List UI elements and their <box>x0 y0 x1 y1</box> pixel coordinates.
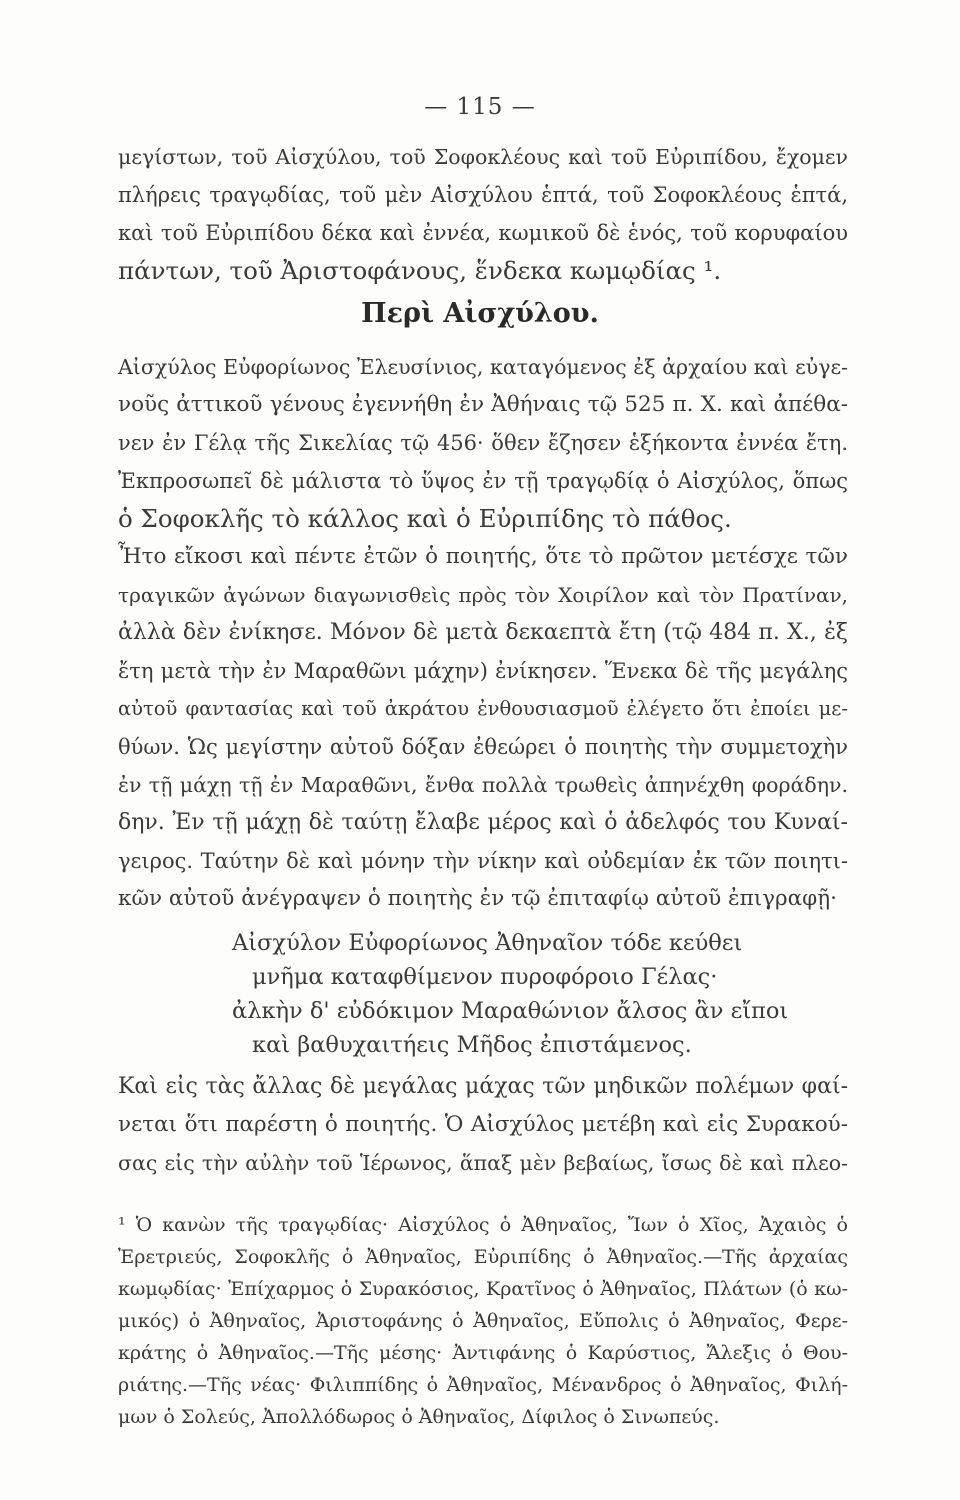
body-line: ὁ Σοφοκλῆς τὸ κάλλος καὶ ὁ Εὐριπίδης τὸ πάθος. <box>118 504 732 533</box>
closing-line: Καὶ εἰς τὰς ἄλλας δὲ μεγάλας μάχας τῶν μηδικῶν πολέμων φαί- <box>118 1074 848 1099</box>
body-line: τραγικῶν ἀγώνων διαγωνισθεὶς πρὸς τὸν Χοιρίλον καὶ τὸν Πρατίναν, <box>118 583 848 607</box>
section-heading: Περὶ Αἰσχύλου. <box>361 298 599 329</box>
body-line: ἔτη μετὰ τὴν ἐν Μαραθῶνι μάχην) ἐνίκησεν. Ἕνεκα δὲ τῆς μεγάλης <box>118 659 848 683</box>
intro-line: πλήρεις τραγῳδίας, τοῦ μὲν Αἰσχύλου ἑπτά, τοῦ Σοφοκλέους ἑπτά, <box>118 183 848 207</box>
closing-line: σας εἰς τὴν αὐλὴν τοῦ Ἱέρωνος, ἅπαξ μὲν βεβαίως, ἴσως δὲ καὶ πλεο- <box>118 1151 848 1175</box>
epitaph-verse: μνῆμα καταφθίμενον πυροφόροιο Γέλας· <box>252 964 718 990</box>
body-line: ἐν τῇ μάχῃ τῇ ἐν Μαραθῶνι, ἔνθα πολλὰ τρωθεὶς ἀπηνέχθη φοράδην. <box>118 773 848 797</box>
epitaph-verse: καὶ βαθυχαιτήεις Μῆδος ἐπιστάμενος. <box>252 1032 692 1058</box>
intro-line: καὶ τοῦ Εὐριπίδου δέκα καὶ ἐννέα, κωμικοῦ δὲ ἑνός, τοῦ κορυφαίου <box>118 221 848 245</box>
footnote-line: κράτης ὁ Ἀθηναῖος.—Τῆς μέσης· Ἀντιφάνης ὁ Καρύστιος, Ἄλεξις ὁ Θου- <box>118 1342 848 1364</box>
body-line: νεν ἐν Γέλᾳ τῆς Σικελίας τῷ 456· ὅθεν ἔζησεν ἑξήκοντα ἐννέα ἔτη. <box>118 431 848 455</box>
footnote-line: ριάτης.—Τῆς νέας· Φιλιππίδης ὁ Ἀθηναῖος, Μένανδρος ὁ Ἀθηναῖος, Φιλή- <box>118 1374 848 1396</box>
body-line: θύων. Ὡς μεγίστην αὐτοῦ δόξαν ἐθεώρει ὁ ποιητὴς τὴν συμμετοχὴν <box>118 735 848 759</box>
page-number: — 115 — <box>424 94 536 120</box>
closing-line: νεται ὅτι παρέστη ὁ ποιητής. Ὁ Αἰσχύλος μετέβη καὶ εἰς Συρακού- <box>118 1112 848 1137</box>
body-line: γειρος. Ταύτην δὲ καὶ μόνην τὴν νίκην καὶ οὐδεμίαν ἐκ τῶν ποιητι- <box>118 849 848 873</box>
body-line: νοῦς ἀττικοῦ γένους ἐγεννήθη ἐν Ἀθήναις τῷ 525 π. Χ. καὶ ἀπέθα- <box>118 392 848 417</box>
footnote-line: Ἐρετριεύς, Σοφοκλῆς ὁ Ἀθηναῖος, Εὐριπίδης ὁ Ἀθηναῖος.—Τῆς ἀρχαίας <box>118 1246 848 1268</box>
footnote-line: μικός) ὁ Ἀθηναῖος, Ἀριστοφάνης ὁ Ἀθηναῖος, Εὔπολις ὁ Ἀθηναῖος, Φερε- <box>118 1310 848 1332</box>
body-line: Αἰσχύλος Εὐφορίωνος Ἐλευσίνιος, καταγόμενος ἐξ ἀρχαίου καὶ εὐγε- <box>118 355 848 379</box>
footnote-line: μων ὁ Σολεύς, Ἀπολλόδωρος ὁ Ἀθηναῖος, Δίφιλος ὁ Σινωπεύς. <box>118 1406 720 1428</box>
body-line: αὐτοῦ φαντασίας καὶ τοῦ ἀκράτου ἐνθουσιασμοῦ ἐλέγετο ὅτι ἐποίει με- <box>118 697 848 720</box>
intro-line: πάντων, τοῦ Ἀριστοφάνους, ἕνδεκα κωμῳδίας ¹. <box>118 256 722 285</box>
body-line: ἀλλὰ δὲν ἐνίκησε. Μόνον δὲ μετὰ δεκαεπτὰ ἔτη (τῷ 484 π. Χ., ἐξ <box>118 620 848 645</box>
body-line: κῶν αὐτοῦ ἀνέγραψεν ὁ ποιητὴς ἐν τῷ ἐπιταφίῳ αὐτοῦ ἐπιγραφῇ· <box>118 886 837 911</box>
body-line: Ἦτο εἴκοσι καὶ πέντε ἐτῶν ὁ ποιητής, ὅτε τὸ πρῶτον μετέσχε τῶν <box>118 544 848 569</box>
footnote-line: ¹ Ὁ κανὼν τῆς τραγῳδίας· Αἰσχύλος ὁ Ἀθηναῖος, Ἴων ὁ Χῖος, Ἀχαιὸς ὁ <box>118 1214 848 1236</box>
intro-line: μεγίστων, τοῦ Αἰσχύλου, τοῦ Σοφοκλέους καὶ τοῦ Εὐριπίδου, ἔχομεν <box>118 145 848 169</box>
body-line: δην. Ἐν τῇ μάχῃ δὲ ταύτῃ ἔλαβε μέρος καὶ ὁ ἀδελφός του Κυναί- <box>118 810 848 835</box>
epitaph-verse: Αἰσχύλον Εὐφορίωνος Ἀθηναῖον τόδε κεύθει <box>232 930 743 956</box>
epitaph-verse: ἀλκὴν δ' εὐδόκιμον Μαραθώνιον ἄλσος ἂν εἴποι <box>232 998 789 1024</box>
footnote-line: κωμῳδίας· Ἐπίχαρμος ὁ Συρακόσιος, Κρατῖνος ὁ Ἀθηναῖος, Πλάτων (ὁ κω- <box>118 1278 848 1300</box>
body-line: Ἐκπροσωπεῖ δὲ μάλιστα τὸ ὕψος ἐν τῇ τραγῳδίᾳ ὁ Αἰσχύλος, ὅπως <box>118 469 848 493</box>
